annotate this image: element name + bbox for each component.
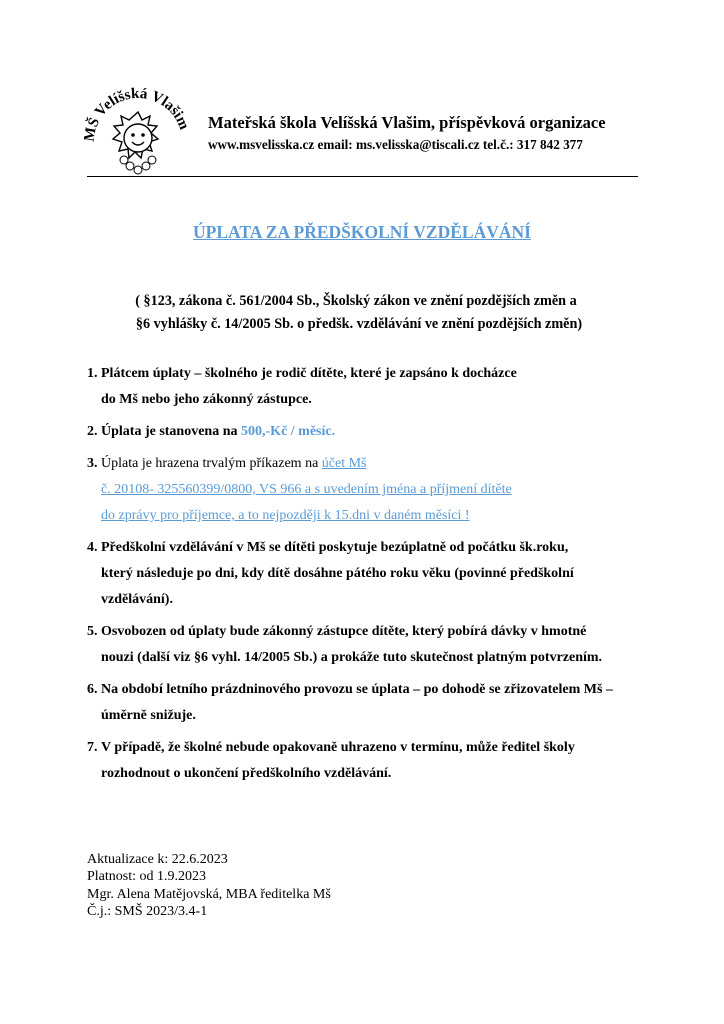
list-item [87,619,647,671]
legal-line-2: §6 vyhlášky č. 14/2005 Sb. o předšk. vzdělávání ve znění pozdějších změn) [135,316,583,332]
signatory: Mgr. Alena Matějovská, MBA ředitelka Mš [87,886,331,902]
item-text: V případě, že školné nebude opakovaně uhrazeno v termínu, může ředitel školy [101,740,575,755]
payment-deadline-link[interactable]: do zprávy pro příjemce, a to nejpozději k 15.dni v daném měsíci ! [101,508,470,523]
rules-list [87,361,647,793]
item-number: 5. [87,624,98,639]
organization-name: Mateřská škola Velíšská Vlašim, příspěvková organizace [208,113,606,132]
fee-amount: 500,-Kč / měsíc. [241,424,336,439]
item-text: Na období letního prázdninového provozu se úplata – po dohodě se zřizovatelem Mš – [101,682,613,697]
legal-line-1: ( §123, zákona č. 561/2004 Sb., Školský zákon ve znění pozdějších změn a [135,293,577,309]
document-title: ÚPLATA ZA PŘEDŠKOLNÍ VZDĚLÁVÁNÍ [193,222,531,242]
item-number: 7. [87,740,98,755]
item-number: 2. [87,424,98,439]
item-number: 6. [87,682,98,697]
school-logo [84,82,192,190]
item-text: který následuje po dni, kdy dítě dosáhne pátého roku věku (povinné předškolní [101,566,574,581]
list-item [87,535,647,613]
item-number: 4. [87,540,98,555]
item-text: Úplata je stanovena na [101,424,242,439]
payment-account-link[interactable]: účet Mš [321,456,367,471]
payment-details-link[interactable]: č. 20108- 325560399/0800, VS 966 a s uvedením jména a příjmení dítěte [101,482,512,497]
list-item [87,419,647,445]
document-footer [87,851,331,920]
item-text: rozhodnout o ukončení předškolního vzdělávání. [101,766,392,781]
legal-reference [0,290,724,336]
item-number: 3. [87,456,98,471]
item-text: Předškolní vzdělávání v Mš se dítěti poskytuje bezúplatně od počátku šk.roku, [101,540,569,555]
item-text: úměrně snižuje. [101,708,196,723]
item-text: Osvobozen od úplaty bude zákonný zástupce dítěte, který pobírá dávky v hmotné [101,624,587,639]
list-item [87,451,647,529]
item-text: Plátcem úplaty – školného je rodič dítěte, které je zapsáno k docházce [101,366,517,381]
logo-lettering: Š Velíšská Vlašim [85,85,192,133]
item-number: 1. [87,366,98,381]
list-item [87,361,647,413]
header-divider [87,176,638,177]
item-text: do Mš nebo jeho zákonný zástupce. [101,392,312,407]
item-text: Úplata je hrazena trvalým příkazem na [101,456,322,471]
update-date: Aktualizace k: 22.6.2023 [87,852,228,867]
item-text: nouzi (další viz §6 vyhl. 14/2005 Sb.) a prokáže tuto skutečnost platným potvrzením. [101,650,603,665]
list-item [87,677,647,729]
item-text: vzdělávání). [101,592,173,607]
organization-contact: www.msvelisska.cz email: ms.velisska@tiscali.cz tel.č.: 317 842 377 [208,137,583,152]
list-item [87,735,647,787]
reference-number: Č.j.: SMŠ 2023/3.4-1 [87,903,208,919]
validity-date: Platnost: od 1.9.2023 [87,869,207,885]
